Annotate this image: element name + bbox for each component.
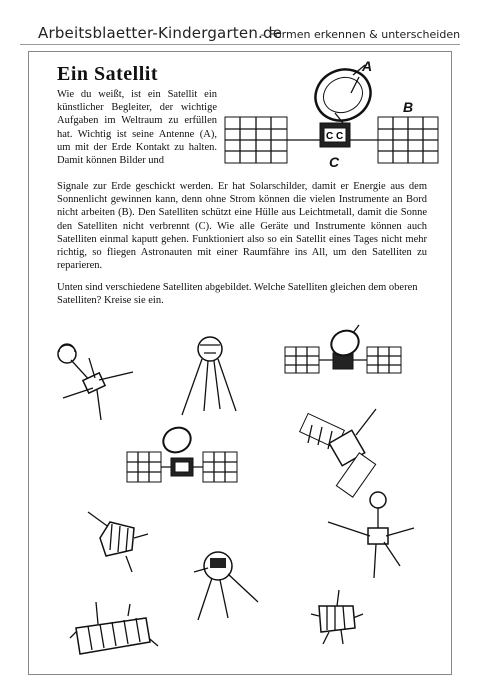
satellite-option-4[interactable] [125, 420, 240, 490]
satellite-option-3[interactable] [283, 325, 403, 395]
satellite-option-1[interactable] [55, 340, 135, 425]
worksheet-topic: – Formen erkennen & unterscheiden [260, 28, 461, 41]
label-solar-panels: B [403, 99, 414, 115]
satellite-option-2[interactable] [180, 333, 240, 418]
body-paragraph: Signale zur Erde geschickt werden. Er hat Solarschilder, damit er Energie aus dem Sonnenlicht gewinnen kann, denn ohne Strom können die vielen Instrumente an Bord nicht arbeiten (B). Den Satelliten schützt eine Hülle aus Leichtmetall, damit die Sonne den Satelliten nicht verbrennt (C). Wie alle Geräte und Instrumente können auch Satelliten einmal kaputt gehen. Funktioniert also so ein Satellit eines Tages nicht mehr richtig, so fliegen Astronauten mit einer Raumfähre ins All, um den Satelliten zu reparieren. [57, 181, 427, 272]
satellite-option-8[interactable] [190, 538, 265, 623]
satellite-option-10[interactable] [305, 590, 365, 645]
intro-paragraph: Wie du weißt, ist ein Satellit ein künstlicher Begleiter, der wichtige Aufgaben im Weltraum zu erfüllen hat. Wichtig ist seine Antenne (A), um mit der Erde Kontakt zu halten. Damit können Bilder und [57, 89, 217, 167]
panel-code: C C [326, 131, 344, 142]
page-title: Ein Satellit [57, 63, 159, 85]
satellite-option-6[interactable] [88, 510, 148, 575]
satellite-option-9[interactable] [68, 600, 163, 655]
satellite-option-5[interactable] [298, 405, 388, 495]
site-name[interactable]: Arbeitsblaetter-Kindergarten.de [38, 24, 283, 42]
label-shell: C [329, 154, 340, 170]
task-instruction: Unten sind verschiedene Satelliten abgebildet. Welche Satelliten gleichen dem oberen Satelliten? Kreise sie ein. [57, 282, 418, 307]
main-satellite-diagram [225, 55, 440, 175]
label-antenna: A [362, 58, 373, 74]
satellite-option-7[interactable] [326, 490, 416, 580]
